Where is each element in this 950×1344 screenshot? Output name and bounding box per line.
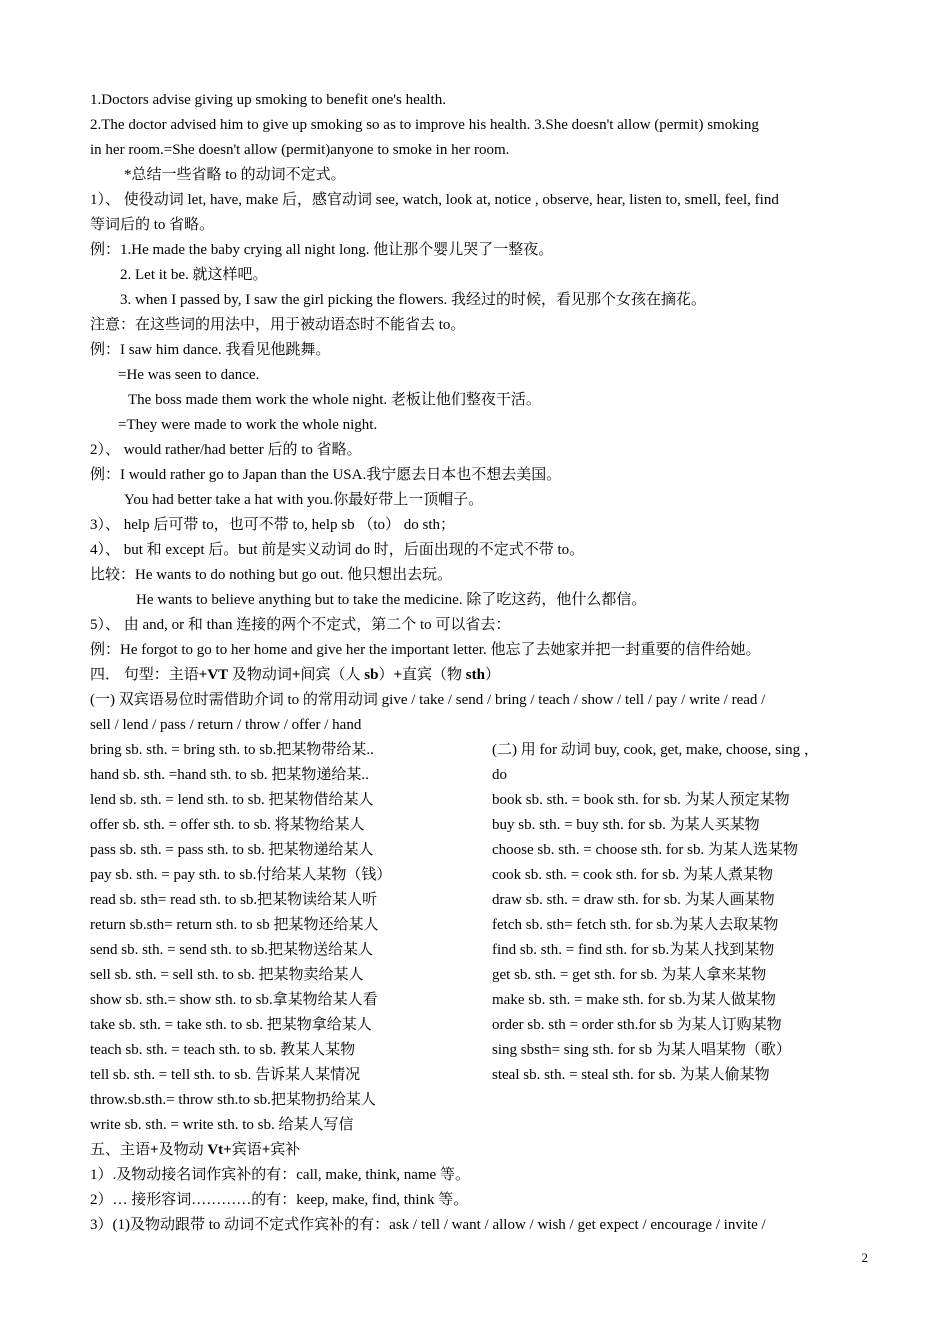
list-item: hand sb. sth. =hand sth. to sb. 把某物递给某.. [90,767,369,783]
text-line: 3）、 help 后可带 to，也可不带 to, help sb （to） do sth； [90,517,455,533]
example-line: =They were made to work the whole night. [118,417,378,433]
list-item: show sb. sth.= show sth. to sb.拿某物给某人看 [90,992,378,1008]
list-item: pay sb. sth. = pay sth. to sb.付给某人某物（钱） [90,867,392,883]
list-item: buy sb. sth. = buy sth. for sb. 为某人买某物 [492,817,760,833]
example-line: The boss made them work the whole night. 老板让他们整夜干活。 [128,392,541,408]
list-item: throw.sb.sth.= throw sth.to sb.把某物扔给某人 [90,1092,376,1108]
list-item: draw sb. sth. = draw sth. for sb. 为某人画某物 [492,892,775,908]
subsection-heading: (二) 用 for 动词 buy, cook, get, make, choose, sing ， [492,742,819,758]
section-heading-4: 四． 句型：主语+VT 及物动词+间宾（人 sb）+直宾（物 sth） [90,667,500,683]
list-item: teach sb. sth. = teach sth. to sb. 教某人某物 [90,1042,356,1058]
section-heading-5: 五、主语+及物动 Vt+宾语+宾补 [90,1142,301,1158]
text-line: 2.The doctor advised him to give up smoking so as to improve his health. 3.She doesn't allow (permit) smoking [90,117,759,133]
example-line: =He was seen to dance. [118,367,260,383]
list-item: return sb.sth= return sth. to sb 把某物还给某人 [90,917,379,933]
list-item: read sb. sth= read sth. to sb.把某物读给某人听 [90,892,378,908]
list-item: sell sb. sth. = sell sth. to sb. 把某物卖给某人 [90,967,364,983]
example-line: You had better take a hat with you.你最好带上一顶帽子。 [124,492,484,508]
list-item: lend sb. sth. = lend sth. to sb. 把某物借给某人 [90,792,374,808]
list-item: tell sb. sth. = tell sth. to sb. 告诉某人某情况 [90,1067,361,1083]
example-line: 例：1.He made the baby crying all night long. 他让那个婴儿哭了一整夜。 [90,242,554,258]
list-item: take sb. sth. = take sth. to sb. 把某物拿给某人 [90,1017,372,1033]
list-item: steal sb. sth. = steal sth. for sb. 为某人偷某物 [492,1067,770,1083]
example-line: 例：He forgot to go to her home and give her the important letter. 他忘了去她家并把一封重要的信件给她。 [90,642,761,658]
list-item: choose sb. sth. = choose sth. for sb. 为某人选某物 [492,842,798,858]
list-item: cook sb. sth. = cook sth. for sb. 为某人煮某物 [492,867,773,883]
text-line: 3）(1)及物动跟带 to 动词不定式作宾补的有：ask / tell / want / allow / wish / get expect / encourage / invite / [90,1217,766,1233]
example-line: 2. Let it be. 就这样吧。 [120,267,268,283]
text-line: 1）.及物动接名词作宾补的有：call, make, think, name 等。 [90,1167,470,1183]
text-line: 1.Doctors advise giving up smoking to benefit one's health. [90,92,446,108]
list-item: offer sb. sth. = offer sth. to sb. 将某物给某人 [90,817,365,833]
list-item: send sb. sth. = send sth. to sb.把某物送给某人 [90,942,374,958]
example-line: 比较：He wants to do nothing but go out. 他只想出去玩。 [90,567,453,583]
subsection-heading: (一) 双宾语易位时需借助介词 to 的常用动词 give / take / send / bring / teach / show / tell / pay / write / read / [90,692,766,708]
list-item: order sb. sth = order sth.for sb 为某人订购某物 [492,1017,782,1033]
text-line: 5）、 由 and, or 和 than 连接的两个不定式，第二个 to 可以省去： [90,617,511,633]
list-item: pass sb. sth. = pass sth. to sb. 把某物递给某人 [90,842,374,858]
text-line: 1）、 使役动词 let, have, make 后，感官动词 see, watch, look at, notice , observe, hear, listen to, smell, feel, find [90,192,779,208]
verb-list: sell / lend / pass / return / throw / offer / hand [90,717,362,733]
example-line: 例：I would rather go to Japan than the USA.我宁愿去日本也不想去美国。 [90,467,562,483]
note-line: 注意：在这些词的用法中，用于被动语态时不能省去 to。 [90,317,466,333]
example-line: He wants to believe anything but to take the medicine. 除了吃这药，他什么都信。 [136,592,647,608]
list-item: sing sbsth= sing sth. for sb 为某人唱某物（歌） [492,1042,791,1058]
text-line: 2）… 接形容词…………的有：keep, make, find, think 等。 [90,1192,469,1208]
list-item: book sb. sth. = book sth. for sb. 为某人预定某物 [492,792,790,808]
list-item: get sb. sth. = get sth. for sb. 为某人拿来某物 [492,967,767,983]
text-line: in her room.=She doesn't allow (permit)anyone to smoke in her room. [90,142,510,158]
list-item: write sb. sth. = write sth. to sb. 给某人写信 [90,1117,354,1133]
example-line: 例：I saw him dance. 我看见他跳舞。 [90,342,331,358]
example-line: 3. when I passed by, I saw the girl picking the flowers. 我经过的时候，看见那个女孩在摘花。 [120,292,707,308]
page-number: 2 [861,1250,868,1265]
text-line: 4）、 but 和 except 后。but 前是实义动词 do 时，后面出现的不定式不带 to。 [90,542,585,558]
text-line: 2）、 would rather/had better 后的 to 省略。 [90,442,362,458]
list-item: find sb. sth. = find sth. for sb.为某人找到某物 [492,942,775,958]
list-item: fetch sb. sth= fetch sth. for sb.为某人去取某物 [492,917,779,933]
section-note: *总结一些省略 to 的动词不定式。 [124,167,346,183]
text-line: 等词后的 to 省略。 [90,217,215,233]
list-item: make sb. sth. = make sth. for sb.为某人做某物 [492,992,776,1008]
list-item: do [492,767,507,783]
list-item: bring sb. sth. = bring sth. to sb.把某物带给某.. [90,742,374,758]
